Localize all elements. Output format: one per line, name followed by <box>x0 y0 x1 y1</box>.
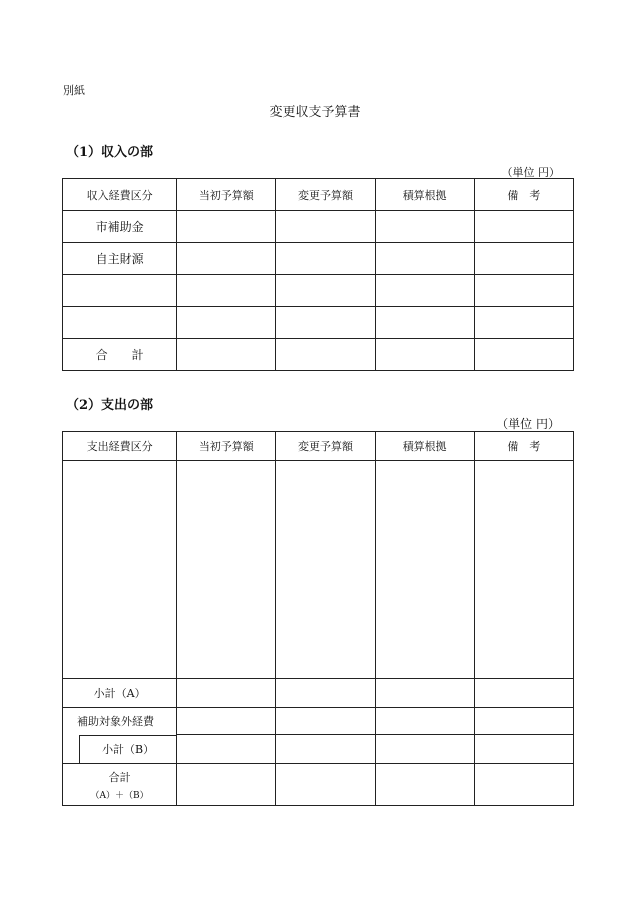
table-cell[interactable] <box>474 275 573 307</box>
expense-header-category: 支出経費区分 <box>63 432 177 461</box>
table-cell[interactable] <box>474 461 573 679</box>
expense-total-formula: （A）＋（B） <box>90 790 149 801</box>
table-cell[interactable] <box>375 307 474 339</box>
table-row <box>63 679 574 708</box>
income-header-remarks: 備 考 <box>474 179 573 211</box>
table-row <box>63 211 574 243</box>
table-row <box>63 339 574 371</box>
table-cell[interactable] <box>276 243 375 275</box>
table-cell[interactable] <box>177 461 276 679</box>
income-total-label: 合 計 <box>63 339 177 371</box>
table-cell[interactable] <box>375 679 474 708</box>
table-cell[interactable] <box>276 461 375 679</box>
table-cell[interactable] <box>177 679 276 708</box>
income-row-label: 自主財源 <box>63 243 177 275</box>
table-cell[interactable] <box>177 764 276 806</box>
table-cell[interactable] <box>276 339 375 371</box>
table-cell[interactable] <box>177 211 276 243</box>
table-cell[interactable] <box>375 211 474 243</box>
table-cell[interactable] <box>474 764 573 806</box>
table-cell[interactable] <box>375 243 474 275</box>
table-cell[interactable] <box>474 307 573 339</box>
table-cell[interactable] <box>276 708 375 735</box>
expense-subtotal-b-cell <box>63 735 177 764</box>
expense-header-basis: 積算根拠 <box>375 432 474 461</box>
table-cell[interactable] <box>375 708 474 735</box>
expense-section-heading: （2）支出の部 <box>66 398 154 413</box>
expense-header-initial: 当初予算額 <box>177 432 276 461</box>
table-cell[interactable] <box>474 243 573 275</box>
table-row <box>63 708 574 735</box>
expense-subtotal-b-indent <box>79 735 176 764</box>
income-unit-label: （単位 円） <box>501 166 560 179</box>
attachment-label: 別紙 <box>63 84 85 97</box>
table-cell[interactable] <box>276 764 375 806</box>
expense-non-subsidy-label: 補助対象外経費 <box>63 708 177 735</box>
table-cell[interactable] <box>276 275 375 307</box>
table-cell[interactable] <box>177 243 276 275</box>
table-cell[interactable] <box>474 679 573 708</box>
table-cell[interactable] <box>375 339 474 371</box>
document-title: 変更収支予算書 <box>269 105 361 120</box>
table-cell[interactable] <box>177 735 276 764</box>
income-table <box>62 178 574 371</box>
table-cell[interactable] <box>375 764 474 806</box>
table-row <box>63 735 574 764</box>
expense-subtotal-b-label: 小計（B） <box>102 743 155 757</box>
expense-header-remarks: 備 考 <box>474 432 573 461</box>
table-cell[interactable] <box>276 307 375 339</box>
income-header-row <box>63 179 574 211</box>
table-cell[interactable] <box>177 339 276 371</box>
table-row <box>63 764 574 806</box>
income-row-label[interactable] <box>63 275 177 307</box>
table-cell[interactable] <box>474 211 573 243</box>
expense-total-cell <box>63 764 177 806</box>
expense-items-category[interactable] <box>63 461 177 679</box>
expense-unit-label: （単位 円） <box>496 417 560 431</box>
income-header-initial: 当初予算額 <box>177 179 276 211</box>
table-cell[interactable] <box>474 735 573 764</box>
table-cell[interactable] <box>375 461 474 679</box>
table-cell[interactable] <box>474 339 573 371</box>
table-cell[interactable] <box>276 679 375 708</box>
income-row-label[interactable] <box>63 307 177 339</box>
expense-items-row <box>63 461 574 679</box>
table-cell[interactable] <box>177 275 276 307</box>
table-row <box>63 243 574 275</box>
income-section-heading: （1）収入の部 <box>66 145 154 160</box>
expense-table <box>62 431 574 806</box>
expense-subtotal-a-label: 小計（A） <box>63 679 177 708</box>
expense-total-label: 合計 <box>108 770 131 784</box>
table-cell[interactable] <box>474 708 573 735</box>
income-header-revised: 変更予算額 <box>276 179 375 211</box>
table-cell[interactable] <box>177 708 276 735</box>
income-header-category: 収入経費区分 <box>63 179 177 211</box>
table-cell[interactable] <box>177 307 276 339</box>
expense-header-row <box>63 432 574 461</box>
table-cell[interactable] <box>276 735 375 764</box>
income-row-label: 市補助金 <box>63 211 177 243</box>
expense-header-revised: 変更予算額 <box>276 432 375 461</box>
table-cell[interactable] <box>276 211 375 243</box>
table-row <box>63 275 574 307</box>
table-row <box>63 307 574 339</box>
income-header-basis: 積算根拠 <box>375 179 474 211</box>
table-cell[interactable] <box>375 735 474 764</box>
table-cell[interactable] <box>375 275 474 307</box>
